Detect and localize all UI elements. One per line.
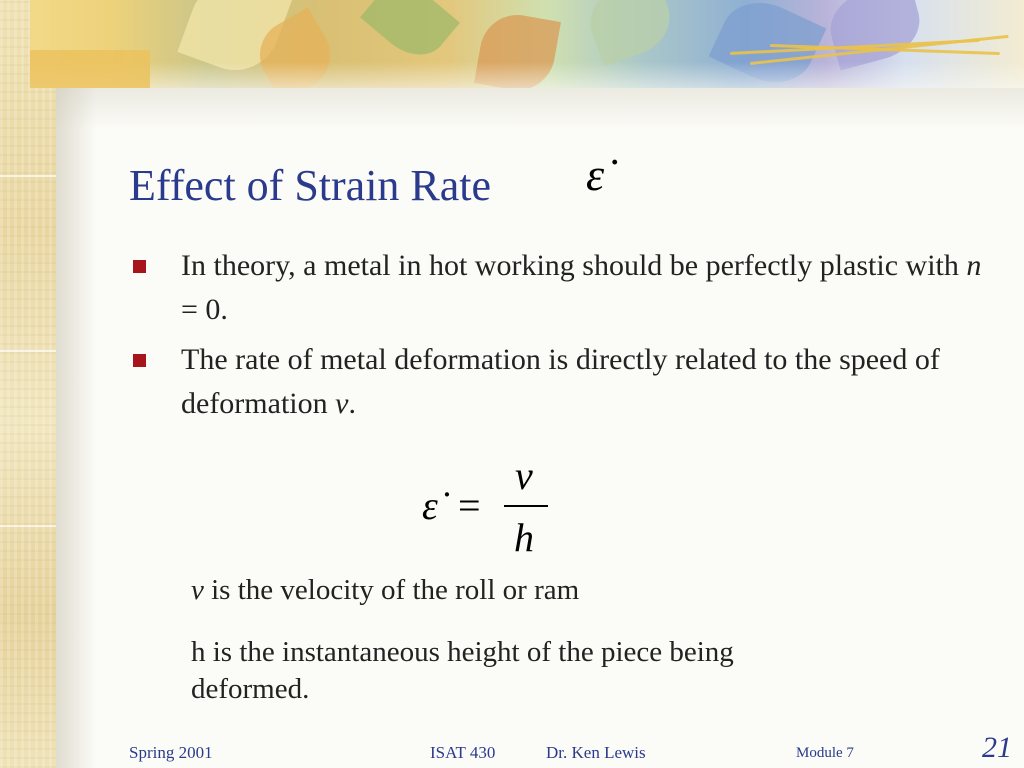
velocity-note xyxy=(191,572,791,609)
banner-gold-block xyxy=(30,50,150,88)
bullet-square-icon xyxy=(133,260,146,273)
velocity-variable: v xyxy=(191,574,204,606)
bullet-text-end: . xyxy=(348,387,356,420)
footer-instructor: Dr. Ken Lewis xyxy=(546,743,646,762)
strip-divider xyxy=(0,525,56,527)
bullet-variable: v xyxy=(335,387,349,420)
bullet-variable: n xyxy=(966,249,982,282)
height-note: h is the instantaneous height of the piece being deformed. xyxy=(191,636,734,705)
bullet-item xyxy=(131,338,991,426)
equation-denominator: h xyxy=(514,515,534,560)
top-decorative-banner xyxy=(30,0,1024,88)
strip-divider xyxy=(0,350,56,352)
equation-equals: = xyxy=(458,483,481,528)
bullet-square-icon xyxy=(133,354,146,367)
strip-divider xyxy=(0,175,56,177)
strain-rate-symbol: ε̇ xyxy=(586,149,605,200)
footer-course: ISAT 430 xyxy=(430,743,496,762)
bullet-list xyxy=(131,244,991,432)
fraction-bar xyxy=(504,505,548,507)
bullet-item xyxy=(131,244,991,332)
bullet-text: In theory, a metal in hot working should be perfectly plastic with xyxy=(181,249,967,282)
velocity-text: is the velocity of the roll or ram xyxy=(203,574,580,606)
bullet-text-end: = 0. xyxy=(181,293,228,326)
page-number: 21 xyxy=(982,731,1012,764)
leaf-shape xyxy=(822,0,927,70)
equation-lhs: ε̇ xyxy=(422,483,438,528)
banner-shadow xyxy=(56,88,1024,128)
left-texture-strip xyxy=(0,0,56,768)
leaf-shape xyxy=(360,0,460,69)
strain-rate-equation xyxy=(422,452,562,562)
footer-module: Module 7 xyxy=(796,745,854,761)
leaf-shape xyxy=(580,0,679,67)
bullet-text: The rate of metal deformation is directly related to the speed of deformation xyxy=(181,343,940,420)
footer-term: Spring 2001 xyxy=(129,743,213,762)
equation-numerator: v xyxy=(515,453,533,498)
slide-title: Effect of Strain Rate xyxy=(129,161,492,210)
banner-fade xyxy=(30,62,1024,88)
